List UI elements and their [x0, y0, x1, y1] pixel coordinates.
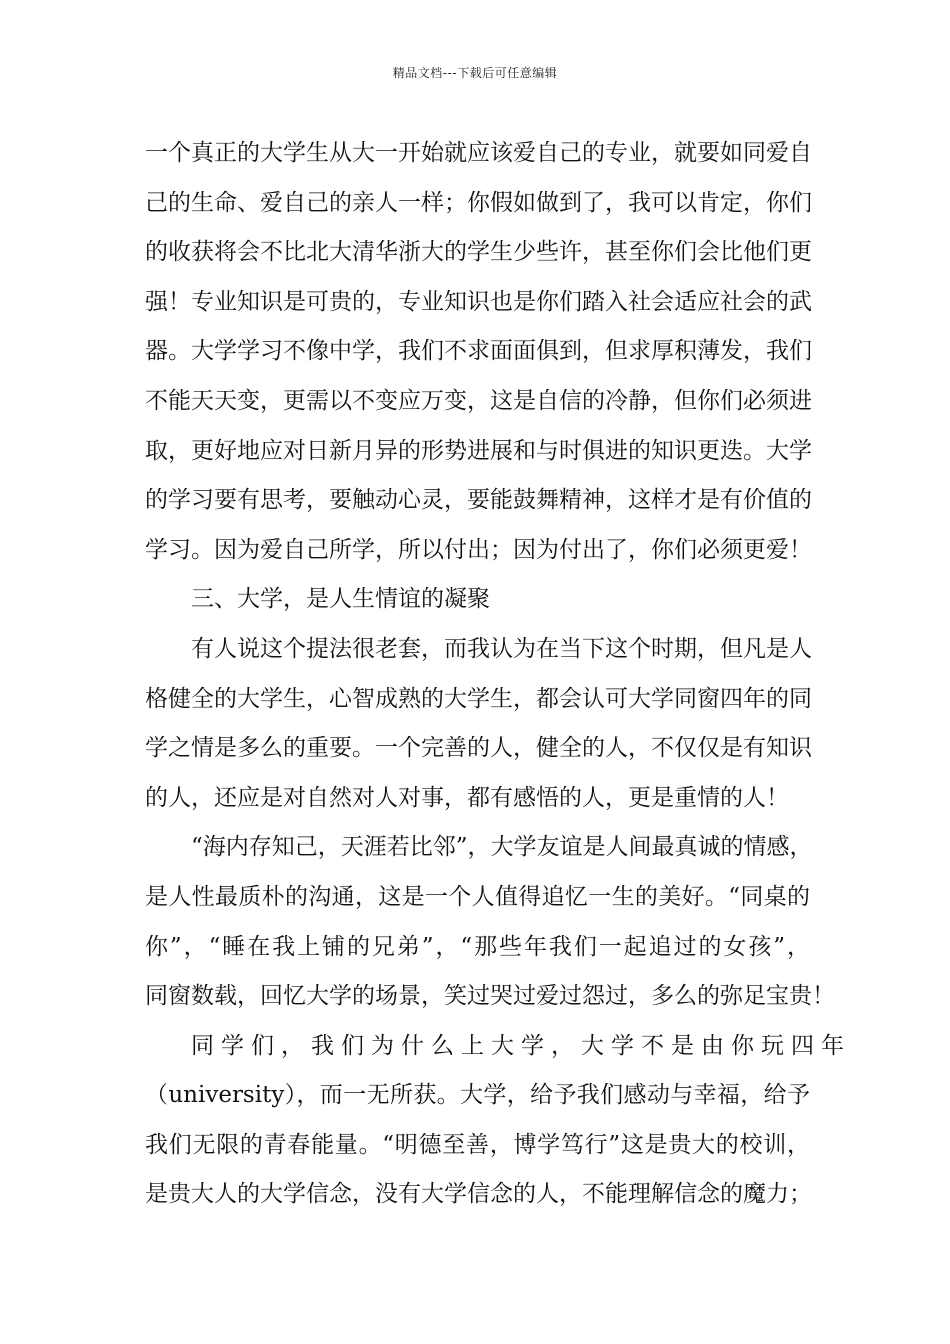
section-heading: 三、大学，是人生情谊的凝聚 — [191, 586, 490, 613]
text-line: 同学们，我们为什么上大学，大学不是由你玩四年 — [191, 1032, 851, 1059]
text-line: 的人，还应是对自然对人对事，都有感悟的人，更是重情的人！ — [145, 784, 789, 811]
text-line: 我们无限的青春能量。“明德至善，博学笃行”这是贵大的校训， — [145, 1131, 810, 1158]
text-line: 学之情是多么的重要。一个完善的人，健全的人，不仅仅是有知识 — [145, 735, 812, 762]
text-line: 同窗数载，回忆大学的场景，笑过哭过爱过怨过，多么的弥足宝贵！ — [145, 983, 835, 1010]
text-line: 器。大学学习不像中学，我们不求面面俱到，但求厚积薄发，我们 — [145, 338, 812, 365]
text-line: 强！专业知识是可贵的，专业知识也是你们踏入社会适应社会的武 — [145, 288, 812, 315]
text-line: 一个真正的大学生从大一开始就应该爱自己的专业，就要如同爱自 — [145, 140, 812, 166]
text-line: “海内存知己，天涯若比邻”，大学友谊是人间最真诚的情感， — [191, 834, 813, 861]
text-line: 的学习要有思考，要触动心灵，要能鼓舞精神，这样才是有价值的 — [145, 487, 812, 514]
text-line: 是人性最质朴的沟通，这是一个人值得追忆一生的美好。“同桌的 — [145, 883, 810, 910]
text-line: 有人说这个提法很老套，而我认为在当下这个时期，但凡是人 — [191, 635, 812, 662]
text-line: 不能天天变，更需以不变应万变，这是自信的冷静，但你们必须进 — [145, 387, 812, 414]
document-body — [145, 133, 851, 1224]
text-line: 的收获将会不比北大清华浙大的学生少些许，甚至你们会比他们更 — [145, 239, 812, 266]
text-line: 学习。因为爱自己所学，所以付出；因为付出了，你们必须更爱！ — [145, 536, 812, 563]
text-line: 格健全的大学生，心智成熟的大学生，都会认可大学同窗四年的同 — [145, 685, 812, 712]
text-line: 是贵大人的大学信念，没有大学信念的人，不能理解信念的魔力； — [145, 1181, 812, 1208]
text-line: 你”，“睡在我上铺的兄弟”，“那些年我们一起追过的女孩”， — [145, 933, 810, 960]
text-line: （university），而一无所获。大学，给予我们感动与幸福，给予 — [145, 1082, 810, 1109]
text-line: 取，更好地应对日新月异的形势进展和与时俱进的知识更迭。大学 — [145, 437, 812, 464]
text-line: 己的生命、爱自己的亲人一样；你假如做到了，我可以肯定，你们 — [145, 189, 812, 216]
page-header: 精品文档---下载后可任意编辑 — [392, 66, 558, 80]
